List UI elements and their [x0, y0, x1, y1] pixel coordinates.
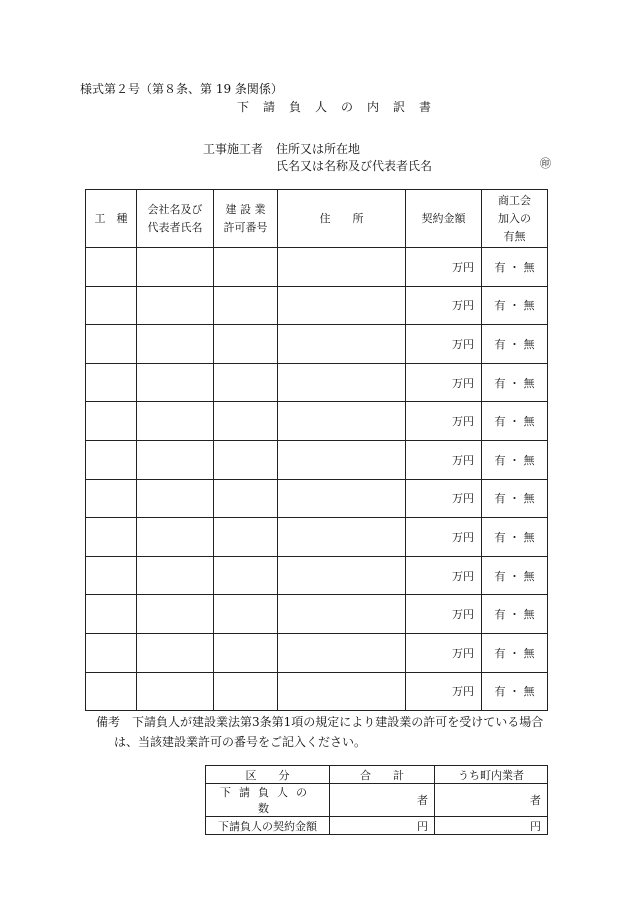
summary-local-unit[interactable]: 円 — [435, 817, 548, 835]
company-cell[interactable] — [137, 556, 214, 595]
work-type-cell[interactable] — [86, 440, 137, 479]
header-company-line2: 代表者氏名 — [147, 220, 203, 234]
company-cell[interactable] — [137, 440, 214, 479]
address-cell[interactable] — [278, 402, 406, 441]
company-cell[interactable] — [137, 672, 214, 711]
remarks-line2: は、当該建設業許可の番号をご記入ください。 — [114, 735, 367, 749]
company-cell[interactable] — [137, 402, 214, 441]
table-row — [86, 672, 548, 711]
header-contract-amount: 契約金額 — [406, 190, 482, 248]
contract-amount-cell[interactable]: 万円 — [406, 363, 482, 402]
permit-cell[interactable] — [214, 248, 278, 287]
table-row — [86, 363, 548, 402]
name-label: 氏名又は名称及び代表者氏名 — [276, 159, 433, 173]
chamber-membership-cell[interactable]: 有 ・ 無 — [482, 440, 548, 479]
table-row — [86, 633, 548, 672]
contract-amount-cell[interactable]: 万円 — [406, 672, 482, 711]
work-type-cell[interactable] — [86, 325, 137, 364]
permit-cell[interactable] — [214, 402, 278, 441]
permit-cell[interactable] — [214, 672, 278, 711]
header-chamber — [482, 190, 548, 248]
contract-amount-cell[interactable]: 万円 — [406, 595, 482, 634]
table-row — [86, 402, 548, 441]
chamber-membership-cell[interactable]: 有 ・ 無 — [482, 479, 548, 518]
permit-cell[interactable] — [214, 325, 278, 364]
table-row — [86, 518, 548, 557]
permit-cell[interactable] — [214, 286, 278, 325]
work-type-cell[interactable] — [86, 402, 137, 441]
table-row — [86, 595, 548, 634]
address-cell[interactable] — [278, 286, 406, 325]
address-cell[interactable] — [278, 479, 406, 518]
header-permit-line1: 建 設 業 — [225, 202, 266, 216]
permit-cell[interactable] — [214, 363, 278, 402]
summary-row — [206, 817, 548, 835]
table-row — [86, 556, 548, 595]
document-title: 下請負人の内訳書 — [237, 100, 446, 114]
chamber-membership-cell[interactable]: 有 ・ 無 — [482, 286, 548, 325]
table-row — [86, 440, 548, 479]
chamber-membership-cell[interactable]: 有 ・ 無 — [482, 248, 548, 287]
permit-cell[interactable] — [214, 595, 278, 634]
address-cell[interactable] — [278, 325, 406, 364]
chamber-membership-cell[interactable]: 有 ・ 無 — [482, 363, 548, 402]
work-type-cell[interactable] — [86, 633, 137, 672]
header-chamber-line2: 加入の — [498, 211, 531, 225]
permit-cell[interactable] — [214, 518, 278, 557]
header-company — [137, 190, 214, 248]
summary-local-unit[interactable]: 者 — [435, 784, 548, 817]
summary-row — [206, 784, 548, 817]
header-permit-line2: 許可番号 — [223, 220, 268, 234]
address-cell[interactable] — [278, 363, 406, 402]
remarks — [96, 712, 543, 752]
header-company-line1: 会社名及び — [147, 202, 203, 216]
company-cell[interactable] — [137, 633, 214, 672]
contractor-label: 工事施工者 — [203, 142, 264, 156]
contract-amount-cell[interactable]: 万円 — [406, 440, 482, 479]
address-cell[interactable] — [278, 248, 406, 287]
contract-amount-cell[interactable]: 万円 — [406, 556, 482, 595]
company-cell[interactable] — [137, 248, 214, 287]
contract-amount-cell[interactable]: 万円 — [406, 633, 482, 672]
address-cell[interactable] — [278, 672, 406, 711]
permit-cell[interactable] — [214, 633, 278, 672]
contract-amount-cell[interactable]: 万円 — [406, 248, 482, 287]
company-cell[interactable] — [137, 479, 214, 518]
address-cell[interactable] — [278, 518, 406, 557]
header-address: 住 所 — [278, 190, 406, 248]
header-chamber-line3: 有無 — [503, 229, 526, 243]
header-chamber-line1: 商工会 — [498, 193, 531, 207]
company-cell[interactable] — [137, 325, 214, 364]
work-type-cell[interactable] — [86, 556, 137, 595]
table-row — [86, 248, 548, 287]
chamber-membership-cell[interactable]: 有 ・ 無 — [482, 633, 548, 672]
header-permit — [214, 190, 278, 248]
table-row — [86, 325, 548, 364]
remarks-line1: 備考 下請負人が建設業法第3条第1項の規定により建設業の許可を受けている場合 — [96, 715, 544, 729]
table-row — [86, 286, 548, 325]
chamber-membership-cell[interactable]: 有 ・ 無 — [482, 518, 548, 557]
summary-header-category: 区 分 — [206, 766, 330, 784]
header-work-type: 工 種 — [86, 190, 137, 248]
summary-total-unit[interactable]: 者 — [330, 784, 435, 817]
contract-amount-cell[interactable]: 万円 — [406, 325, 482, 364]
company-cell[interactable] — [137, 286, 214, 325]
permit-cell[interactable] — [214, 556, 278, 595]
company-cell[interactable] — [137, 518, 214, 557]
work-type-cell[interactable] — [86, 363, 137, 402]
summary-header-total: 合 計 — [330, 766, 435, 784]
contract-amount-cell[interactable]: 万円 — [406, 518, 482, 557]
table-header-row — [86, 190, 548, 248]
chamber-membership-cell[interactable]: 有 ・ 無 — [482, 672, 548, 711]
work-type-cell[interactable] — [86, 286, 137, 325]
company-cell[interactable] — [137, 363, 214, 402]
subcontractor-table — [85, 189, 548, 711]
summary-label: 下請負人の契約金額 — [206, 817, 330, 835]
contract-amount-cell[interactable]: 万円 — [406, 479, 482, 518]
chamber-membership-cell[interactable]: 有 ・ 無 — [482, 556, 548, 595]
permit-cell[interactable] — [214, 440, 278, 479]
chamber-membership-cell[interactable]: 有 ・ 無 — [482, 595, 548, 634]
address-cell[interactable] — [278, 633, 406, 672]
company-cell[interactable] — [137, 595, 214, 634]
chamber-membership-cell[interactable]: 有 ・ 無 — [482, 402, 548, 441]
seal-mark: ㊞ — [540, 157, 551, 170]
summary-header-local: うち町内業者 — [435, 766, 548, 784]
address-label: 住所又は所在地 — [276, 142, 361, 156]
address-cell[interactable] — [278, 556, 406, 595]
work-type-cell[interactable] — [86, 595, 137, 634]
work-type-cell[interactable] — [86, 479, 137, 518]
summary-header-row — [206, 766, 548, 784]
address-cell[interactable] — [278, 595, 406, 634]
summary-table — [205, 765, 548, 835]
permit-cell[interactable] — [214, 479, 278, 518]
work-type-cell[interactable] — [86, 518, 137, 557]
work-type-cell[interactable] — [86, 248, 137, 287]
table-row — [86, 479, 548, 518]
work-type-cell[interactable] — [86, 672, 137, 711]
summary-label: 下請負人の数 — [206, 784, 330, 817]
form-number: 様式第２号（第８条、第 19 条関係） — [80, 82, 283, 96]
contract-amount-cell[interactable]: 万円 — [406, 402, 482, 441]
address-cell[interactable] — [278, 440, 406, 479]
contract-amount-cell[interactable]: 万円 — [406, 286, 482, 325]
summary-total-unit[interactable]: 円 — [330, 817, 435, 835]
chamber-membership-cell[interactable]: 有 ・ 無 — [482, 325, 548, 364]
